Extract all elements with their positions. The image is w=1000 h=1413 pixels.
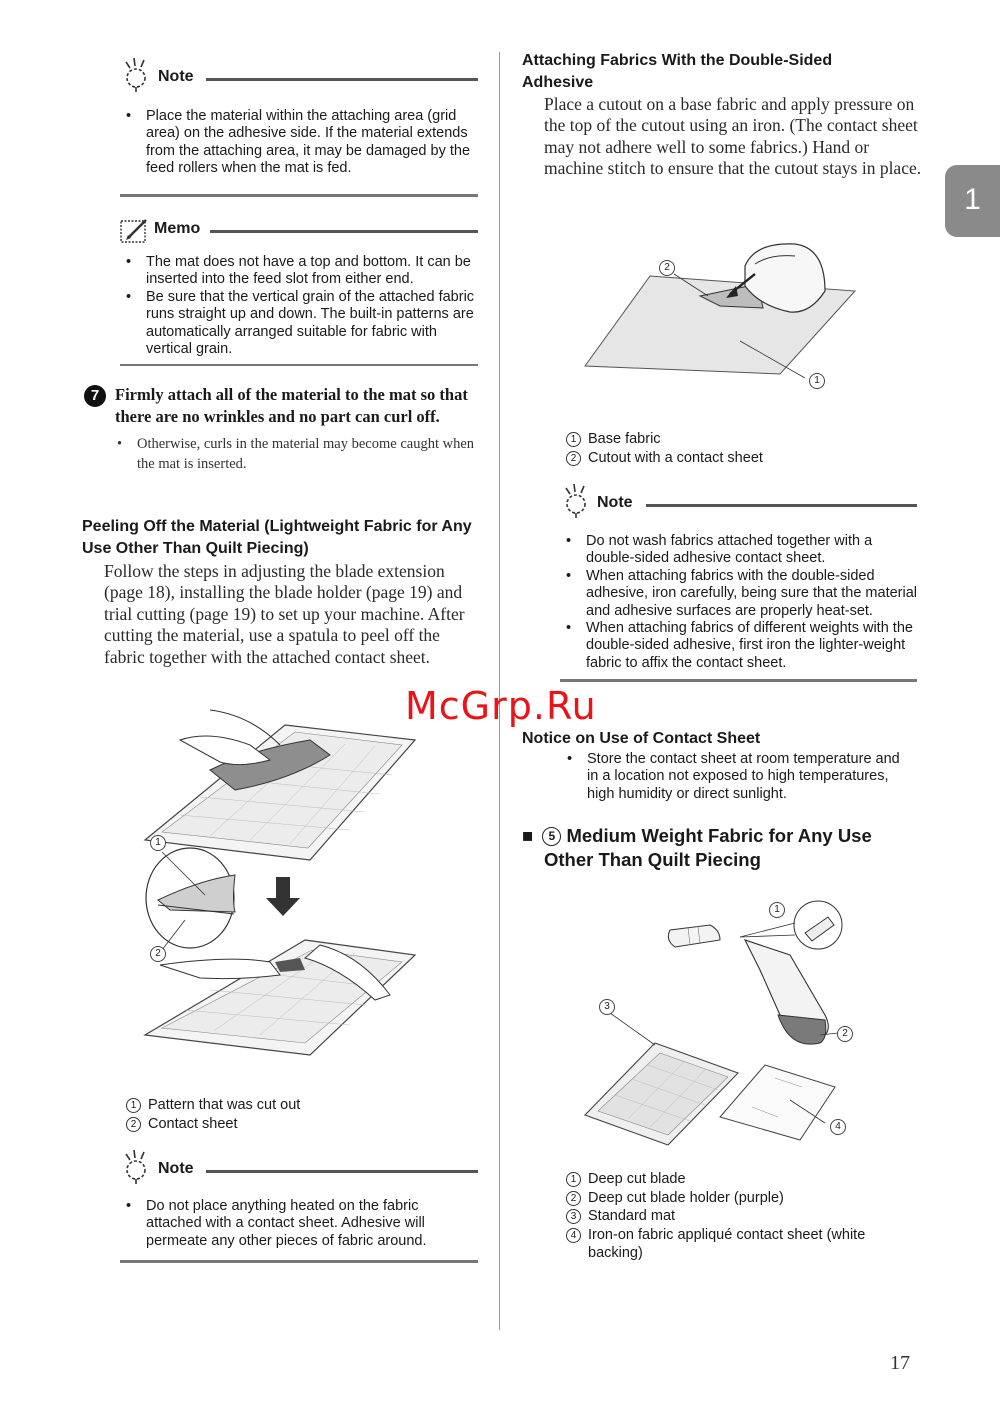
legend-text: Standard mat	[588, 1208, 676, 1224]
note-pin-icon	[560, 484, 596, 518]
callout-4: 4	[830, 1119, 846, 1135]
attaching-section	[522, 50, 922, 180]
note-bottom-rule	[120, 1260, 478, 1263]
step-number: 7	[84, 385, 106, 407]
list-item: • Do not place anything heated on the fabric attached with a contact sheet. Adhesive will permeate any other pieces of fabric around.	[120, 1198, 478, 1250]
legend-item	[126, 1115, 466, 1134]
note-bottom-rule	[560, 679, 917, 682]
list-item: • The mat does not have a top and bottom. It can be inserted into the feed slot from either end.	[120, 254, 478, 289]
note-box	[120, 1156, 478, 1263]
square-bullet-icon: ■	[522, 825, 534, 846]
legend-item	[566, 449, 906, 468]
step-bullet: Otherwise, curls in the material may become caught when the mat is inserted.	[137, 436, 475, 472]
note-list	[120, 108, 478, 178]
callout-1: 1	[150, 835, 166, 851]
step-7	[84, 384, 480, 474]
down-arrow-icon	[266, 877, 300, 916]
legend-number: 1	[126, 1098, 141, 1113]
legend-number: 4	[566, 1228, 581, 1243]
note-bottom-rule	[120, 194, 478, 197]
callout-3: 3	[599, 999, 615, 1015]
note-rule	[206, 78, 478, 81]
heading-line-1: Medium Weight Fabric for Any Use	[566, 825, 872, 846]
page-number: 17	[890, 1352, 910, 1374]
section-body: Follow the steps in adjusting the blade extension (page 18), installing the blade holder (page 19) and trial cutting (page 19) to set up your machine. After cutting the material, use a spatula to peel off the fabric together with the attached contact sheet.	[104, 561, 465, 667]
left-hand	[160, 959, 280, 978]
section-number: 5	[542, 827, 561, 846]
figure-legend	[566, 430, 906, 467]
note-rule	[206, 1170, 478, 1173]
iron-illustration	[580, 236, 860, 386]
list-item: • When attaching fabrics with the double-sided adhesive, iron carefully, being sure that the material and adhesive surfaces are properly heat-set.	[560, 568, 917, 620]
blade-cap	[668, 925, 720, 947]
legend-item	[566, 430, 906, 449]
memo-bottom-rule	[120, 364, 478, 366]
note-label: Note	[597, 494, 633, 511]
list-item: • Place the material within the attaching area (grid area) on the adhesive side. If the material extends from the attaching area, it may be damaged by the feed rollers when the mat is fed.	[120, 108, 478, 178]
legend-number: 1	[566, 432, 581, 447]
legend-number: 2	[566, 1191, 581, 1206]
legend-text: Base fabric	[588, 431, 661, 447]
note-label: Note	[158, 1160, 194, 1177]
callout-1: 1	[809, 373, 825, 389]
figure-legend	[126, 1096, 466, 1133]
memo-box	[120, 216, 478, 366]
section-body: Place a cutout on a base fabric and apply pressure on the top of the cutout using an iron. (The contact sheet may not adhere well to some fabrics.) Hand or machine stitch to ensure that the cutout stays in place.	[544, 94, 922, 179]
medium-weight-heading	[522, 824, 922, 872]
watermark: McGrp.Ru	[405, 684, 597, 728]
section-heading: Notice on Use of Contact Sheet	[522, 730, 761, 747]
chapter-tab[interactable]: 1	[945, 165, 1000, 237]
note-header	[560, 490, 917, 520]
note-header	[120, 1156, 478, 1186]
legend-text: Contact sheet	[148, 1115, 238, 1132]
callout-2: 2	[659, 260, 675, 276]
memo-list	[120, 254, 478, 358]
legend-number: 3	[566, 1209, 581, 1224]
legend-item	[566, 1207, 906, 1226]
peeling-section	[82, 516, 482, 668]
note-rule	[646, 504, 917, 507]
legend-item	[566, 1170, 906, 1189]
callout-2: 2	[150, 946, 166, 962]
notice-list	[561, 751, 911, 803]
memo-pencil-icon	[120, 218, 152, 244]
list-item: • When attaching fabrics of different weights with the double-sided adhesive, first iron the lighter-weight fabric to affix the contact sheet.	[560, 620, 917, 672]
note-list	[120, 1198, 478, 1250]
note-label: Note	[158, 68, 194, 85]
peeling-illustration	[140, 700, 440, 1080]
supplies-illustration	[580, 895, 860, 1160]
legend-number: 2	[126, 1117, 141, 1132]
note-pin-icon	[120, 58, 156, 92]
contact-sheet	[720, 1065, 835, 1140]
leader-line	[610, 1013, 655, 1045]
note-header	[120, 64, 478, 94]
callout-2: 2	[837, 1026, 853, 1042]
legend-item	[566, 1226, 908, 1263]
legend-text: Deep cut blade holder (purple)	[588, 1189, 784, 1206]
legend-number: 2	[566, 451, 581, 466]
note-box	[120, 64, 478, 197]
legend-text: Cutout with a contact sheet	[588, 449, 763, 466]
list-item: • Do not wash fabrics attached together with a double-sided adhesive contact sheet.	[560, 533, 917, 568]
list-item: • Be sure that the vertical grain of the attached fabric runs straight up and down. The built-in patterns are automatically arranged suitable for fabric with vertical grain.	[120, 289, 478, 359]
step-note	[84, 435, 480, 474]
legend-number: 1	[566, 1172, 581, 1187]
legend-item	[126, 1096, 466, 1115]
step-heading	[84, 384, 480, 427]
memo-header	[120, 216, 478, 246]
legend-text: Deep cut blade	[588, 1171, 686, 1187]
legend-text: Pattern that was cut out	[148, 1097, 301, 1113]
figure-legend	[566, 1170, 906, 1263]
hand-shape	[180, 736, 270, 765]
memo-label: Memo	[154, 220, 201, 237]
legend-item	[566, 1189, 906, 1208]
list-item: • Store the contact sheet at room temperature and in a location not exposed to high temperatures, high humidity or direct sunlight.	[561, 751, 911, 803]
note-box	[560, 490, 917, 682]
holder-purple-cap	[778, 1015, 826, 1044]
section-heading: Attaching Fabrics With the Double-Sided Adhesive	[522, 52, 833, 91]
memo-rule	[210, 230, 478, 233]
legend-text: Iron-on fabric appliqué contact sheet (white backing)	[588, 1226, 866, 1261]
callout-1: 1	[769, 902, 785, 918]
note-list	[560, 533, 917, 672]
section-heading: Peeling Off the Material (Lightweight Fabric for Any Use Other Than Quilt Piecing)	[82, 518, 472, 557]
step-title: Firmly attach all of the material to the mat so that there are no wrinkles and no part can curl off.	[115, 385, 468, 426]
notice-section	[522, 728, 922, 803]
note-pin-icon	[120, 1150, 156, 1184]
bullet-mark: •	[117, 436, 123, 452]
heading-line-2: Other Than Quilt Piecing	[544, 849, 761, 870]
